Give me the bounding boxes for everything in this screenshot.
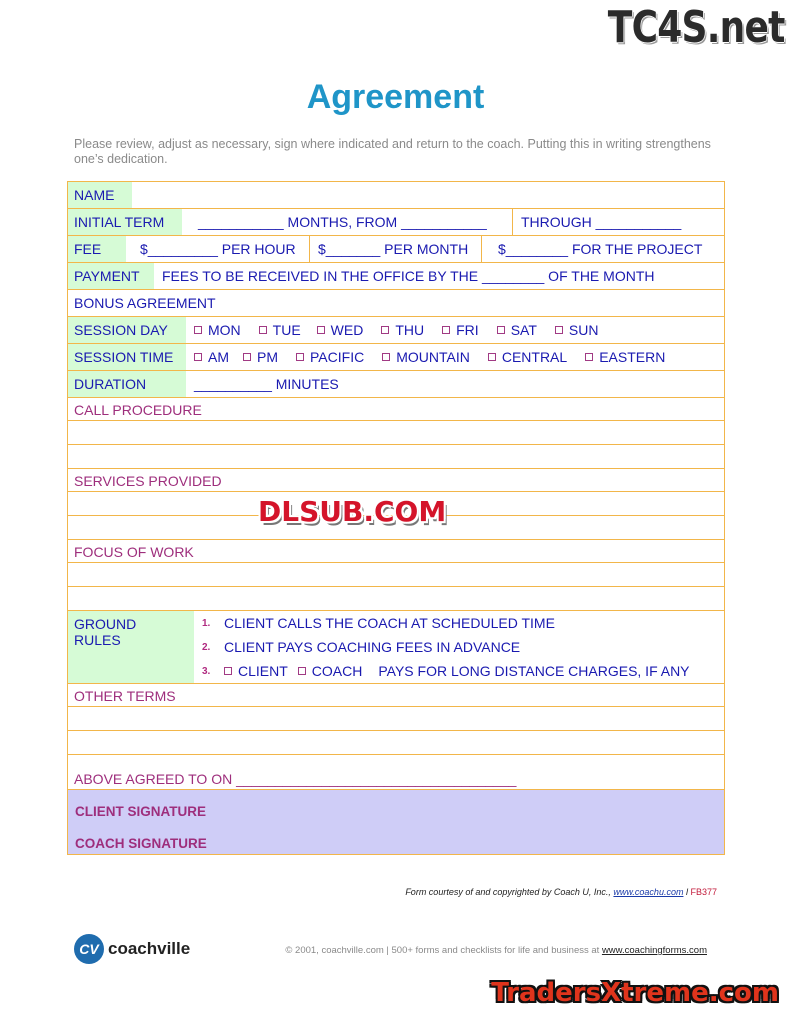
session-time-label: SESSION TIME: [68, 344, 186, 370]
day-option-sun[interactable]: SUN: [555, 322, 599, 338]
logo-name: coachville: [108, 939, 191, 958]
coach-signature-label[interactable]: COACH SIGNATURE: [75, 836, 207, 851]
cv-logo-icon: CV: [74, 934, 104, 964]
ground-rule-2: 2. CLIENT PAYS COACHING FEES IN ADVANCE: [202, 639, 521, 655]
services-provided-label: SERVICES PROVIDED: [68, 469, 724, 492]
row-session-day: [68, 317, 724, 344]
day-option-tue[interactable]: TUE: [259, 322, 301, 338]
other-terms-line-1[interactable]: [68, 707, 724, 731]
checkbox-icon[interactable]: [194, 353, 202, 361]
watermark-tc4s: TC4S.net: [608, 2, 785, 53]
day-option-sat[interactable]: SAT: [497, 322, 537, 338]
bonus-agreement-label[interactable]: BONUS AGREEMENT: [74, 295, 216, 311]
checkbox-icon[interactable]: [442, 326, 450, 334]
ground-rules-list: [194, 611, 690, 683]
session-day-label: SESSION DAY: [68, 317, 186, 343]
initial-term-months[interactable]: ___________ MONTHS, FROM ___________: [198, 214, 487, 230]
initial-term-through[interactable]: THROUGH ___________: [512, 209, 724, 235]
checkbox-icon[interactable]: [259, 326, 267, 334]
focus-of-work-line-2[interactable]: [68, 587, 724, 611]
time-option-central[interactable]: CENTRAL: [488, 349, 567, 365]
fee-per-month[interactable]: $_______ PER MONTH: [309, 236, 481, 262]
checkbox-icon[interactable]: [488, 353, 496, 361]
form-code: FB377: [690, 887, 717, 897]
name-field[interactable]: [132, 182, 724, 208]
ground-rules-label: GROUND RULES: [68, 611, 194, 683]
day-option-mon[interactable]: MON: [194, 322, 241, 338]
fee-per-project[interactable]: $________ FOR THE PROJECT: [481, 236, 724, 262]
intro-text: Please review, adjust as necessary, sign where indicated and return to the coach. Putting this in writing strengthens one’s dedication.: [74, 137, 711, 166]
coachingforms-link[interactable]: www.coachingforms.com: [601, 945, 707, 956]
checkbox-icon[interactable]: [194, 326, 202, 334]
time-option-pm[interactable]: PM: [243, 349, 278, 365]
time-option-eastern[interactable]: EASTERN: [585, 349, 665, 365]
watermark-dlsub: DLSUB.COM: [258, 495, 447, 528]
focus-of-work-line-1[interactable]: [68, 563, 724, 587]
footer-text: © 2001, coachville.com | 500+ forms and checklists for life and business at www.coachingforms.com: [285, 945, 707, 956]
row-payment: [68, 263, 724, 290]
coachu-link[interactable]: www.coachu.com: [613, 887, 684, 897]
name-label: NAME: [68, 182, 132, 208]
checkbox-icon[interactable]: [382, 353, 390, 361]
day-option-wed[interactable]: WED: [317, 322, 364, 338]
payment-terms[interactable]: FEES TO BE RECEIVED IN THE OFFICE BY THE ________ OF THE MONTH: [162, 268, 655, 284]
ground-rules-section: [68, 611, 724, 684]
row-session-time: [68, 344, 724, 371]
call-procedure-label: CALL PROCEDURE: [68, 398, 724, 421]
focus-of-work-label: FOCUS OF WORK: [68, 540, 724, 563]
fee-per-hour[interactable]: $_________ PER HOUR: [140, 241, 296, 257]
duration-label: DURATION: [68, 371, 186, 397]
watermark-tradersxtreme: TradersXtreme.com: [491, 978, 779, 1008]
initial-term-label: INITIAL TERM: [68, 209, 182, 235]
agreed-on-field[interactable]: ABOVE AGREED TO ON ____________________________________: [68, 755, 724, 790]
duration-minutes[interactable]: __________ MINUTES: [194, 376, 339, 392]
checkbox-icon[interactable]: [497, 326, 505, 334]
row-name: [68, 182, 724, 209]
coachville-logo: [74, 934, 190, 964]
checkbox-icon[interactable]: [243, 353, 251, 361]
row-duration: [68, 371, 724, 398]
checkbox-icon[interactable]: [555, 326, 563, 334]
row-initial-term: [68, 209, 724, 236]
checkbox-icon[interactable]: [298, 667, 306, 675]
session-time-options: [186, 344, 724, 370]
checkbox-icon[interactable]: [585, 353, 593, 361]
row-fee: [68, 236, 724, 263]
time-option-am[interactable]: AM: [194, 349, 229, 365]
day-option-thu[interactable]: THU: [381, 322, 424, 338]
page-title: Agreement: [306, 78, 485, 116]
time-option-mountain[interactable]: MOUNTAIN: [382, 349, 470, 365]
call-procedure-line-2[interactable]: [68, 445, 724, 469]
client-signature-label[interactable]: CLIENT SIGNATURE: [75, 804, 206, 819]
courtesy-note: Form courtesy of and copyrighted by Coach U, Inc., www.coachu.com l FB377: [405, 887, 717, 897]
other-terms-label: OTHER TERMS: [68, 684, 724, 707]
fee-label: FEE: [68, 236, 126, 262]
call-procedure-line-1[interactable]: [68, 421, 724, 445]
checkbox-icon[interactable]: [296, 353, 304, 361]
row-bonus: [68, 290, 724, 317]
other-terms-line-2[interactable]: [68, 731, 724, 755]
rule-option-coach[interactable]: COACH: [298, 663, 363, 679]
checkbox-icon[interactable]: [317, 326, 325, 334]
payment-label: PAYMENT: [68, 263, 154, 289]
day-option-fri[interactable]: FRI: [442, 322, 479, 338]
time-option-pacific[interactable]: PACIFIC: [296, 349, 364, 365]
ground-rule-1: 1. CLIENT CALLS THE COACH AT SCHEDULED TIME: [202, 615, 555, 631]
rule-option-client[interactable]: CLIENT: [224, 663, 288, 679]
session-day-options: [186, 317, 724, 343]
ground-rule-3: 3. CLIENT COACH PAYS FOR LONG DISTANCE CHARGES, IF ANY: [202, 663, 690, 679]
signature-block: [68, 790, 724, 855]
checkbox-icon[interactable]: [224, 667, 232, 675]
checkbox-icon[interactable]: [381, 326, 389, 334]
